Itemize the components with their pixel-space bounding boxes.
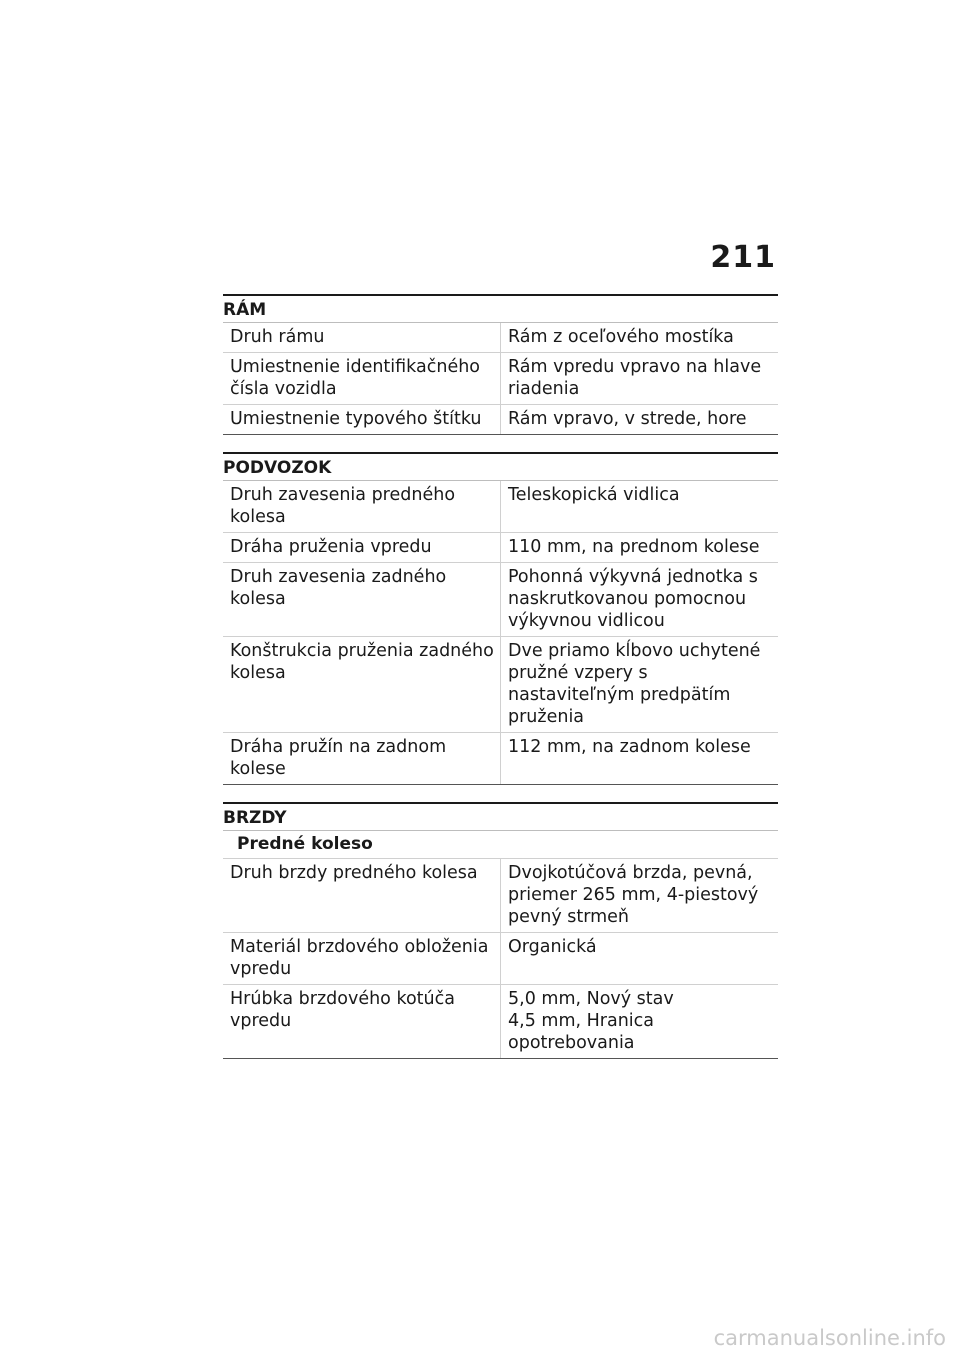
spec-value-line: Pohonná výkyvná jednotka s naskrutkovanou pomocnou výkyvnou vidlicou: [508, 567, 758, 631]
spec-value: [500, 405, 778, 434]
spec-label: Dráha pruženia vpredu: [230, 537, 432, 557]
spec-value-line: Rám vpredu vpravo na hlave riadenia: [508, 357, 762, 399]
table-row: [223, 637, 778, 733]
page-number: 211: [710, 240, 776, 275]
spec-value: [500, 933, 778, 984]
spec-label: Umiestnenie identifikačného čísla vozidla: [230, 357, 481, 399]
table-row: [223, 533, 778, 563]
table-row: [223, 985, 778, 1059]
spec-value: [500, 533, 778, 562]
table-row: [223, 733, 778, 785]
spec-value: [500, 323, 778, 352]
spec-value-line: Organická: [508, 937, 597, 957]
spec-value-line: Rám vpravo, v strede, hore: [508, 409, 747, 429]
subsection-heading: Predné koleso: [223, 831, 778, 859]
spec-content: [223, 294, 778, 1076]
table-row: [223, 405, 778, 435]
spec-label: Konštrukcia pruženia zadného kolesa: [230, 641, 494, 683]
section-title: PODVOZOK: [223, 452, 778, 481]
spec-label: Druh brzdy predného kolesa: [230, 863, 478, 883]
spec-value-line: Teleskopická vidlica: [508, 485, 680, 505]
spec-label: Hrúbka brzdového kotúča vpredu: [230, 989, 455, 1031]
spec-value-line: 4,5 mm, Hranica opotrebovania: [508, 1011, 654, 1053]
spec-value: [500, 859, 778, 932]
spec-value: [500, 733, 778, 784]
section-brakes: [223, 802, 778, 1059]
spec-value-line: 112 mm, na zadnom kolese: [508, 737, 751, 757]
spec-label: Druh zavesenia zadného kolesa: [230, 567, 447, 609]
table-row: [223, 563, 778, 637]
section-title: RÁM: [223, 294, 778, 323]
table-row: [223, 323, 778, 353]
section-frame: [223, 294, 778, 435]
spec-label: Druh zavesenia predného kolesa: [230, 485, 456, 527]
section-chassis: [223, 452, 778, 785]
spec-value: [500, 563, 778, 636]
spec-value: [500, 481, 778, 532]
spec-label: Materiál brzdového obloženia vpredu: [230, 937, 489, 979]
spec-value-line: 110 mm, na prednom kolese: [508, 537, 760, 557]
spec-value-line: Dvojkotúčová brzda, pevná, priemer 265 mm, 4-piestový pevný strmeň: [508, 863, 759, 927]
table-row: [223, 353, 778, 405]
watermark: carmanualsonline.info: [713, 1326, 946, 1350]
spec-value: [500, 353, 778, 404]
spec-value-line: Rám z oceľového mostíka: [508, 327, 734, 347]
table-row: [223, 933, 778, 985]
section-title: BRZDY: [223, 802, 778, 831]
table-row: [223, 859, 778, 933]
spec-label: Umiestnenie typového štítku: [230, 409, 482, 429]
spec-value: [500, 985, 778, 1058]
spec-value-line: Dve priamo kĺbovo uchytené pružné vzpery s nastaviteľným predpätím pruženia: [508, 641, 761, 727]
spec-value-line: 5,0 mm, Nový stav: [508, 989, 674, 1009]
spec-label: Druh rámu: [230, 327, 325, 347]
spec-value: [500, 637, 778, 732]
table-row: [223, 481, 778, 533]
spec-label: Dráha pružín na zadnom kolese: [230, 737, 447, 779]
